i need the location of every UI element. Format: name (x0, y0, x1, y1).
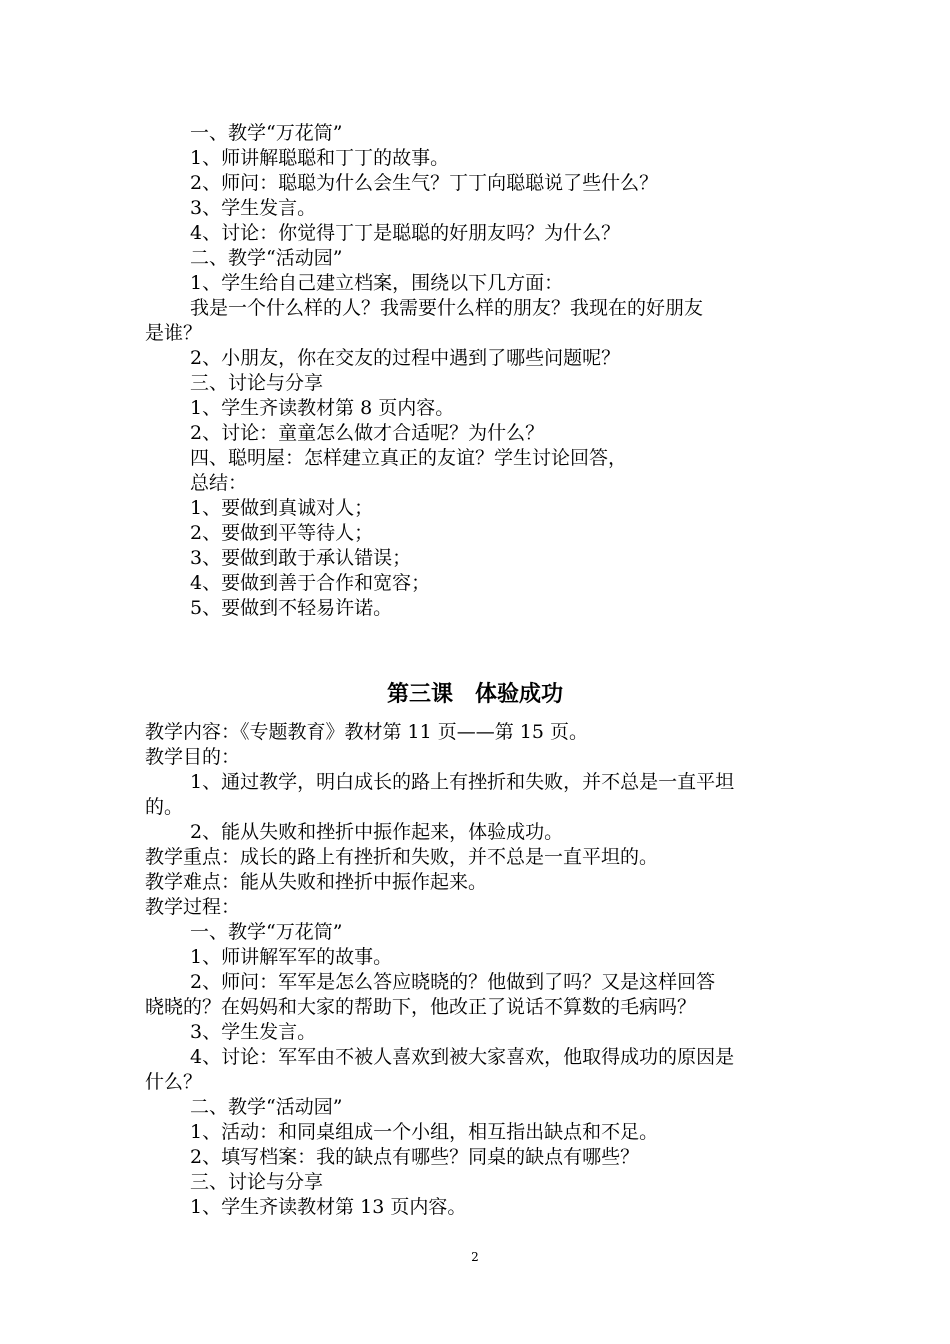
teaching-difficulty: 教学难点：能从失败和挫折中振作起来。 (145, 871, 488, 893)
teaching-content: 教学内容：《专题教育》教材第 11 页——第 15 页。 (145, 721, 589, 743)
summary-item: 2、要做到平等待人； (190, 522, 374, 544)
lesson-three-plan (145, 720, 810, 1220)
text-line: 1、学生齐读教材第 8 页内容。 (190, 397, 455, 419)
text-line-continuation: 什么？ (145, 1071, 203, 1093)
heading-kaleidoscope: 一、教学“万花筒” (190, 122, 343, 144)
text-line: 1、活动：和同桌组成一个小组，相互指出缺点和不足。 (190, 1121, 659, 1143)
summary-label: 总结： (190, 472, 248, 494)
summary-item: 3、要做到敢于承认错误； (190, 547, 412, 569)
text-line: 2、师问：军军是怎么答应晓晓的？他做到了吗？又是这样回答 (190, 971, 716, 993)
heading-discussion: 三、讨论与分享 (190, 1171, 324, 1193)
page-number: 2 (471, 1250, 479, 1264)
text-line: 1、师讲解聪聪和丁丁的故事。 (190, 147, 450, 169)
text-line: 我是一个什么样的人？我需要什么样的朋友？我现在的好朋友 (190, 297, 704, 319)
text-line: 2、能从失败和挫折中振作起来，体验成功。 (190, 821, 564, 843)
teaching-key-point: 教学重点：成长的路上有挫折和失败，并不总是一直平坦的。 (145, 846, 659, 868)
text-line: 4、讨论：军军由不被人喜欢到被大家喜欢，他取得成功的原因是 (190, 1046, 735, 1068)
text-line-continuation: 的。 (145, 796, 184, 818)
heading-smart-house: 四、聪明屋：怎样建立真正的友谊？学生讨论回答， (190, 447, 628, 469)
text-line: 1、学生齐读教材第 13 页内容。 (190, 1196, 467, 1218)
text-line-continuation: 是谁？ (145, 322, 203, 344)
text-line: 3、学生发言。 (190, 197, 317, 219)
text-line-continuation: 晓晓的？在妈妈和大家的帮助下，他改正了说话不算数的毛病吗？ (145, 996, 697, 1018)
heading-kaleidoscope: 一、教学“万花筒” (190, 921, 343, 943)
text-line: 2、小朋友，你在交友的过程中遇到了哪些问题呢？ (190, 347, 621, 369)
heading-activity-garden: 二、教学“活动园” (190, 1096, 343, 1118)
heading-activity-garden: 二、教学“活动园” (190, 247, 343, 269)
heading-discussion: 三、讨论与分享 (190, 372, 324, 394)
text-line: 2、填写档案：我的缺点有哪些？同桌的缺点有哪些？ (190, 1146, 640, 1168)
teaching-goal-label: 教学目的： (145, 746, 241, 768)
text-line: 1、学生给自己建立档案，围绕以下几方面： (190, 272, 564, 294)
lesson-two-procedure (145, 121, 810, 621)
text-line: 1、通过教学，明白成长的路上有挫折和失败，并不总是一直平坦 (190, 771, 735, 793)
summary-item: 4、要做到善于合作和宽容； (190, 572, 431, 594)
text-line: 3、学生发言。 (190, 1021, 317, 1043)
text-line: 1、师讲解军军的故事。 (190, 946, 393, 968)
summary-item: 5、要做到不轻易许诺。 (190, 597, 393, 619)
summary-item: 1、要做到真诚对人； (190, 497, 374, 519)
text-line: 2、师问：聪聪为什么会生气？丁丁向聪聪说了些什么？ (190, 172, 659, 194)
text-line: 4、讨论：你觉得丁丁是聪聪的好朋友吗？为什么？ (190, 222, 621, 244)
lesson-title: 第三课 体验成功 (386, 682, 563, 707)
text-line: 2、讨论：童童怎么做才合适呢？为什么？ (190, 422, 545, 444)
teaching-process-label: 教学过程： (145, 896, 241, 918)
